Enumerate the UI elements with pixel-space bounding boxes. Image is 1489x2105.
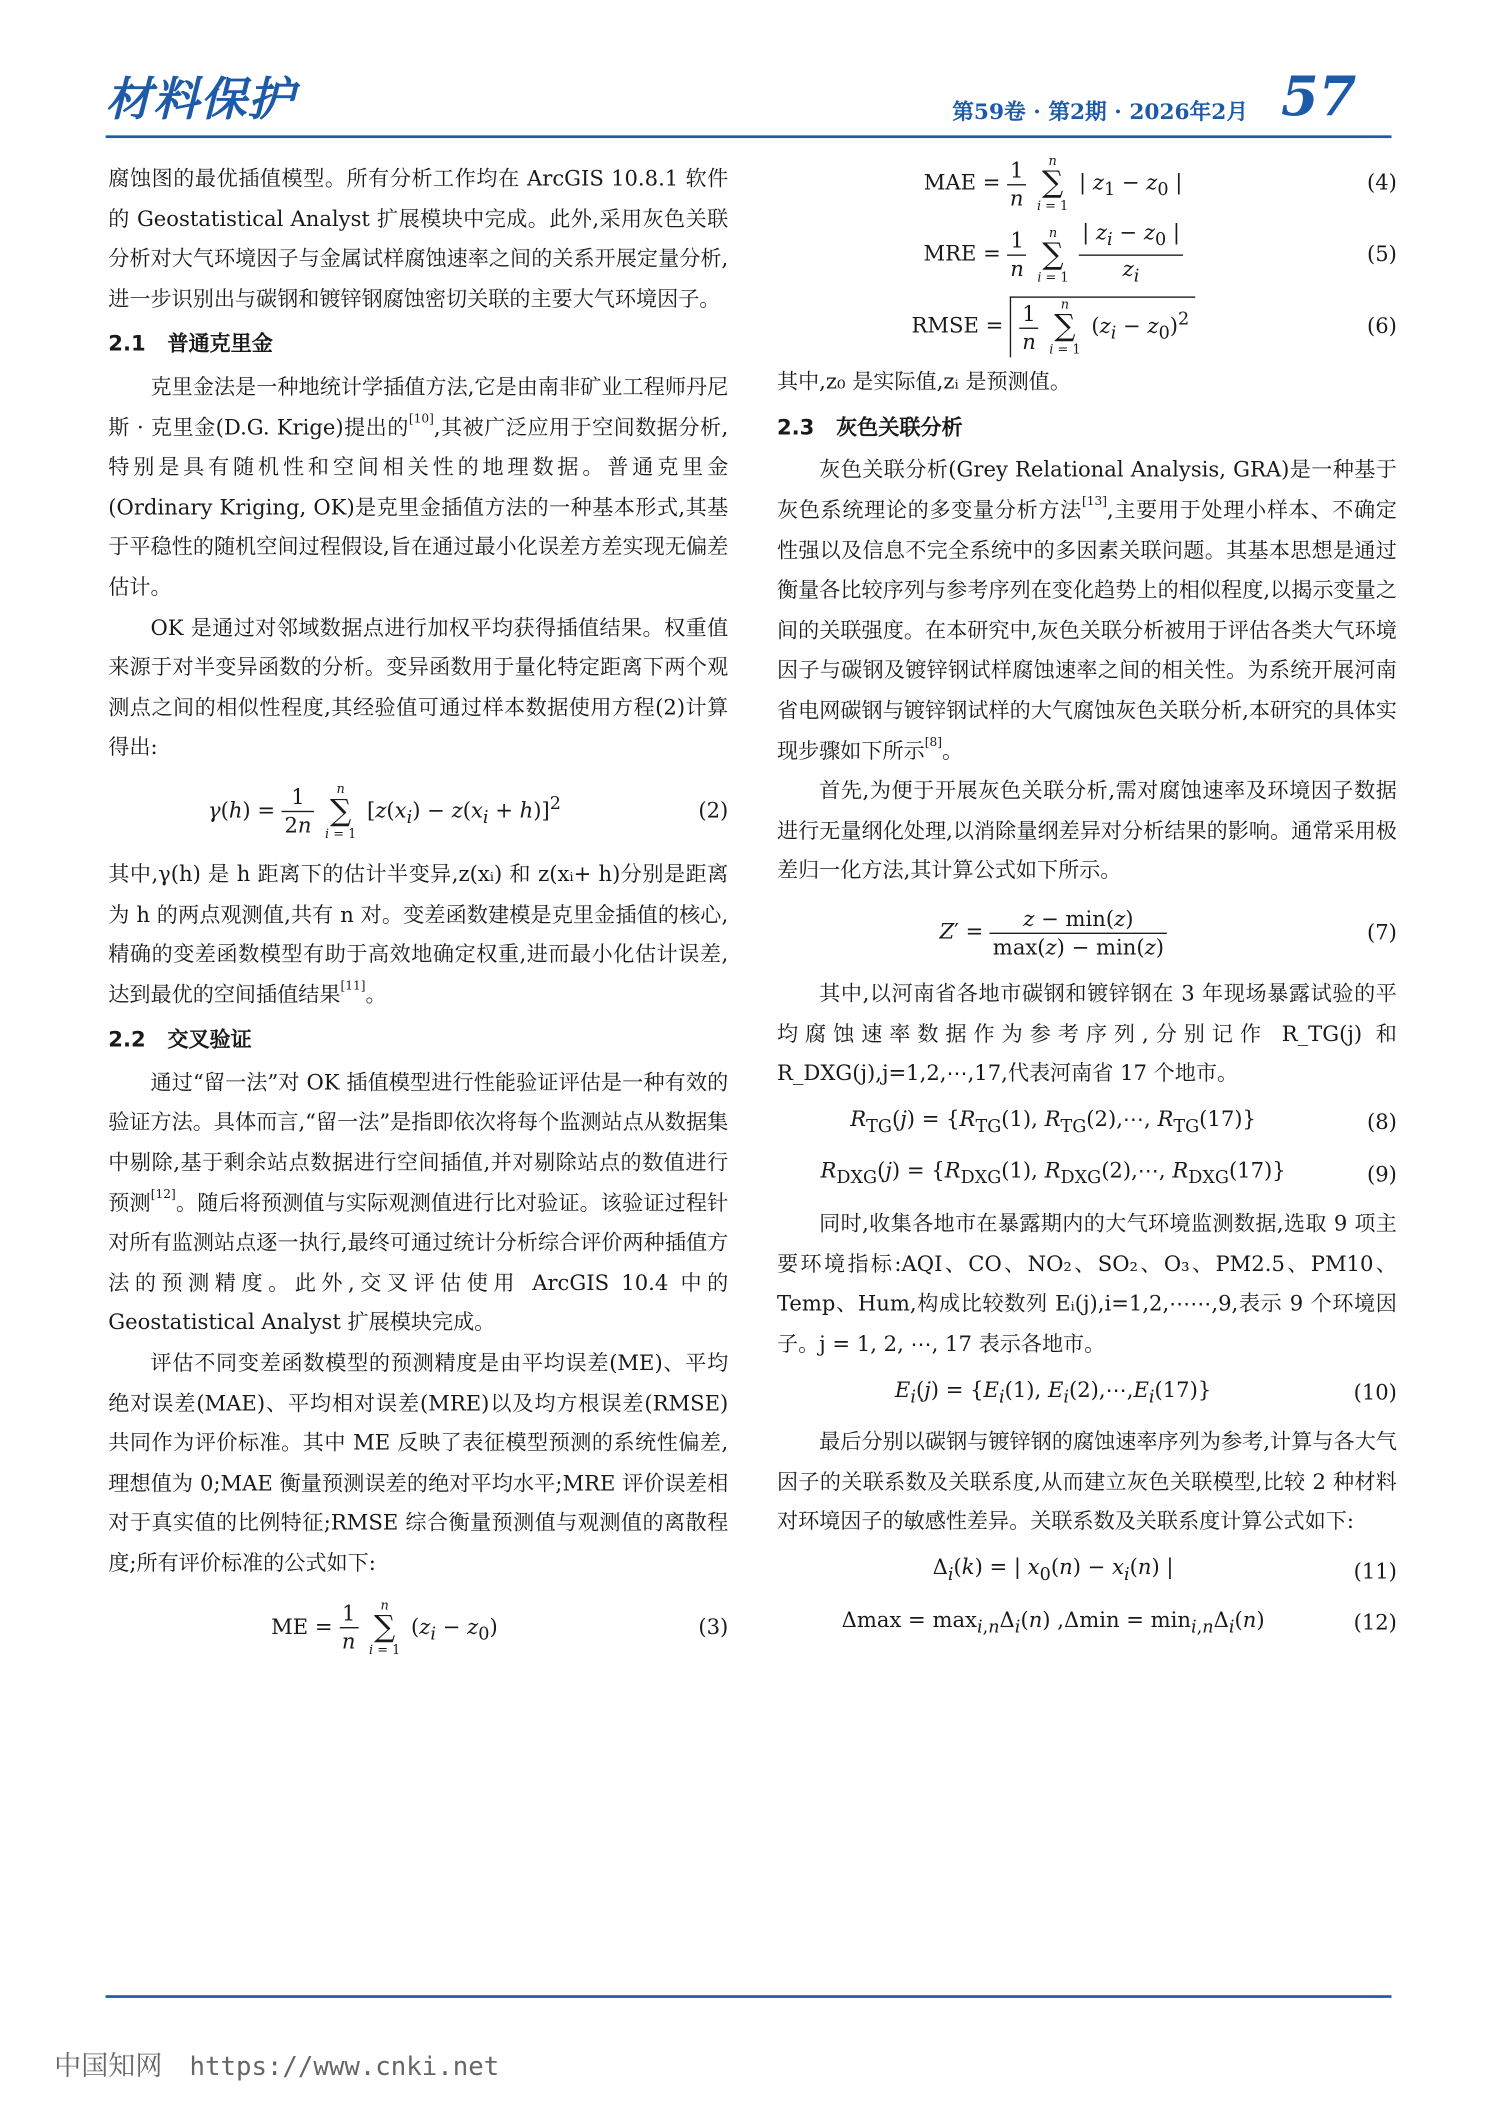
kriging-paragraph: 克里金法是一种地统计学插值方法,它是由南非矿业工程师丹尼斯 · 克里金(D.G. Krige)提出的[10],其被广泛应用于空间数据分析,特别是具有随机性和空间相关性的地理数据。普通克里金(Ordinary Kriging, OK)是克里金插值方法的一种基本形式,其基于平稳性的随机空间过程假设,旨在通过最小化误差方差实现无偏差估计。 bbox=[108, 374, 729, 600]
equation-number: (7) bbox=[1367, 919, 1397, 945]
section-title: 普通克里金 bbox=[167, 332, 273, 357]
left-column bbox=[108, 160, 728, 1663]
equation-number: (9) bbox=[1367, 1162, 1397, 1188]
variable-definition: 其中,z₀ 是实际值,zᵢ 是预测值。 bbox=[776, 369, 1071, 395]
equation-number: (6) bbox=[1367, 313, 1397, 339]
right-column bbox=[776, 154, 1397, 1654]
equation-number: (12) bbox=[1353, 1611, 1397, 1636]
page-footer bbox=[54, 2044, 499, 2083]
equation-9: $R_{DXG}(j) = \{R_{DXG}(1)$, $R_{DXG}(2),\cdots$, $R_{DXG}(17)$} (9) bbox=[777, 1152, 1397, 1199]
equation-11: $\Delta_i(k)$ = | $x_0(n) - x_i(n)$ | (11) bbox=[777, 1548, 1397, 1595]
intro-paragraph: 腐蚀图的最优插值模型。所有分析工作均在 ArcGIS 10.8.1 软件的 Geostatistical Analyst 扩展模块中完成。此外,采用灰色关联分析对大气环境因子与金属试样腐蚀速率之间的关系开展定量分析,进一步识别出与碳钢和镀锌钢腐蚀密切关联的主要大气环境因子。 bbox=[108, 166, 729, 312]
section-heading-2-1 bbox=[108, 325, 728, 365]
semivariance-paragraph: 其中,γ(h) 是 h 距离下的估计半变异,z(xᵢ) 和 z(xᵢ+ h)分别是距离为 h 的两点观测值,共有 n 对。变差函数建模是克里金插值的核心,精确的变差函数模型有助于高效地确定权重,进而最小化估计误差,达到最优的空间插值结果[11]。 bbox=[108, 862, 729, 1007]
section-title: 灰色关联分析 bbox=[836, 415, 963, 440]
page-header bbox=[0, 0, 1489, 135]
equation-number: (10) bbox=[1353, 1380, 1397, 1406]
reference-sequence-paragraph: 其中,以河南省各地市碳钢和镀锌钢在 3 年现场暴露试验的平均腐蚀速率数据作为参考序列,分别记作 R_TG(j) 和 R_DXG(j),j=1,2,⋯,17,代表河南省 17 个地市。 bbox=[776, 981, 1397, 1086]
citation[interactable]: [12] bbox=[150, 1187, 176, 1202]
comparison-sequence-paragraph: 同时,收集各地市在暴露期内的大气环境监测数据,选取 9 项主要环境指标:AQI、CO、NO₂、SO₂、O₃、PM2.5、PM10、Temp、Hum,构成比较数列 Eᵢ(j),i=1,2,⋯⋯,9,表示 9 个环境因子。j = 1, 2, ⋯, 17 表示各地市。 bbox=[776, 1211, 1397, 1357]
criteria-paragraph: 评估不同变差函数模型的预测精度是由平均误差(ME)、平均绝对误差(MAE)、平均相对误差(MRE)以及均方根误差(RMSE)共同作为评价标准。其中 ME 反映了表征模型预测的系统性偏差,理想值为 0;MAE 衡量预测误差的绝对平均水平;MRE 评价误差相对于真实值的比例特征;RMSE 综合衡量预测值与观测值的离散程度;所有评价标准的公式如下: bbox=[108, 1350, 729, 1576]
equation-6: RMSE = $\frac{1}{n}$ n ∑ i = 1 $(z_i - z_0)^2$ (6) bbox=[911, 298, 1397, 358]
final-step-paragraph: 最后分别以碳钢与镀锌钢的腐蚀速率序列为参考,计算与各大气因子的关联系数及关联系度,从而建立灰色关联模型,比较 2 种材料对环境因子的敏感性差异。关联系数及关联系度计算公式如下: bbox=[776, 1429, 1397, 1535]
equation-number: (8) bbox=[1367, 1110, 1397, 1135]
equation-8: $R_{TG}(j) = \{R_{TG}(1)$, $R_{TG}(2),\cdots$, $R_{TG}(17)$} (8) bbox=[777, 1100, 1397, 1147]
cross-validation-paragraph: 通过“留一法”对 OK 插值模型进行性能验证评估是一种有效的验证方法。具体而言,“留一法”是指即依次将每个监测站点从数据集中剔除,基于剩余站点数据进行空间插值,并对剔除站点的数值进行预测[12]。随后将预测值与实际观测值进行比对验证。该验证过程针对所有监测站点逐一执行,最终可通过统计分析综合评价两种插值方法的预测精度。此外,交叉评估使用 ArcGIS 10.4 中的 Geostatistical Analyst 扩展模块完成。 bbox=[108, 1070, 729, 1336]
section-heading-2-2 bbox=[108, 1021, 728, 1061]
cnki-source: 中国知网 bbox=[54, 2049, 163, 2082]
page-number: 57 bbox=[1280, 64, 1357, 129]
ok-paragraph: OK 是通过对邻域数据点进行加权平均获得插值结果。权重值来源于对半变异函数的分析。变异函数用于量化特定距离下两个观测点之间的相似性程度,其经验值可通过样本数据使用方程(2)计算得出: bbox=[108, 615, 729, 760]
equation-4: MAE = $\frac{1}{n}$ n ∑ i = 1 | $z_1 - z_0$ | (4) bbox=[923, 154, 1397, 214]
equation-number: (11) bbox=[1353, 1558, 1397, 1584]
gra-paragraph: 灰色关联分析(Grey Relational Analysis, GRA)是一种基于灰色系统理论的多变量分析方法[13],主要用于处理小样本、不确定性强以及信息不完全系统中的多因素关联问题。其基本思想是通过衡量各比较序列与参考序列在变化趋势上的相似程度,以揭示变量之间的关联强度。在本研究中,灰色关联分析被用于评估各类大气环境因子与碳钢及镀锌钢试样腐蚀速率之间的相关性。为系统开展河南省电网碳钢与镀锌钢试样的大气腐蚀灰色关联分析,本研究的具体实现步骤如下所示[8]。 bbox=[776, 458, 1397, 763]
normalization-paragraph: 首先,为便于开展灰色关联分析,需对腐蚀速率及环境因子数据进行无量纲化处理,以消除量纲差异对分析结果的影响。通常采用极差归一化方法,其计算公式如下所示。 bbox=[776, 778, 1397, 884]
equation-number: (3) bbox=[698, 1614, 729, 1639]
section-number: 2.3 bbox=[776, 415, 815, 440]
equation-number: (4) bbox=[1367, 170, 1397, 196]
footer-rule bbox=[106, 1995, 1392, 1998]
equation-2: γ(h) = $\frac{1}{2n}$ n ∑ i = 1 $[z(x_i) - z(x_i + h)]^2$ (2) bbox=[207, 782, 729, 842]
section-heading-2-3 bbox=[777, 409, 1397, 449]
equation-number: (5) bbox=[1367, 242, 1397, 267]
equation-12: $\Delta\max = \max_{i,n}\Delta_i(n) ,\Delta\min = \min_{i,n}\Delta_i(n)$ (12) bbox=[777, 1601, 1397, 1648]
equation-10: $E_i(j) = \{E_i(1)$, $E_i(2),\cdots,E_i(17)$} (10) bbox=[777, 1371, 1397, 1418]
citation[interactable]: [13] bbox=[1081, 495, 1107, 509]
section-number: 2.1 bbox=[108, 332, 146, 357]
equation-5: MRE = $\frac{1}{n}$ n ∑ i = 1 $\frac{| z_i - z_0 |}{z_i}$ (5) bbox=[923, 220, 1397, 288]
equation-3: ME = $\frac{1}{n}$ n ∑ i = 1 $(z_i - z_0)$ (3) bbox=[271, 1598, 729, 1658]
issue-info: 第59卷 · 第2期 · 2026年2月 bbox=[952, 98, 1249, 125]
equation-number: (2) bbox=[698, 798, 729, 824]
citation[interactable]: [11] bbox=[340, 979, 366, 994]
citation[interactable]: [10] bbox=[408, 412, 434, 426]
journal-logo: 材料保护 bbox=[105, 73, 296, 128]
section-number: 2.2 bbox=[108, 1027, 146, 1053]
header-rule bbox=[106, 135, 1392, 138]
citation[interactable]: [8] bbox=[924, 735, 942, 750]
equation-7: Z′ = $\frac{z - \min(z)}{\max(z) - \min(z)}$ (7) bbox=[939, 906, 1397, 960]
cnki-url[interactable]: https://www.cnki.net bbox=[189, 2052, 500, 2082]
section-title: 交叉验证 bbox=[167, 1027, 252, 1053]
